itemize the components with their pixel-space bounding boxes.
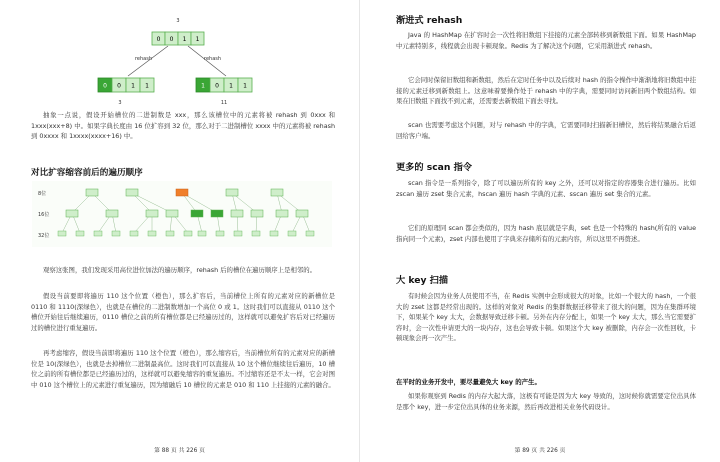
heading-more-scan: 更多的 scan 指令 [396,162,472,173]
svg-text:1: 1 [131,82,135,90]
paragraph-shrink: 再考虑缩容，假设当前即将遍历 110 这个位置（橙色），那么缩容后，当前槽位所有的元素对应的新槽位是 10(深绿色），也就是去掉槽位二进制最高位。这时我们可以直接从 10 这个槽位继续往后遍历，10 槽位之前的所有槽位都是已经遍历过的，这样就可以避免缩容的重复遍历。不过缩容还是不太一样，它会对图中 010 这个槽位上的元素进行重复遍历，因为缩融后 10 槽位的元素是 010 和 110 上挂接的元素的融合。 [31,349,335,389]
paragraph-keep-both-arrays: 它会同时保留旧数组和新数组，然后在定时任务中以及后续对 hash 的指令操作中渐渐地将旧数组中挂接的元素迁移到新数组上。这意味着要操作处于 rehash 中的字典，需要同时访问新旧两个数组结构。如果在旧数组下面找不到元素，还需要去新数组下面去寻找。 [396,76,696,106]
traversal-order-tree [32,181,332,247]
row-label-16: 16位 [38,212,50,218]
paragraph-expand: 假设当前要即将遍历 110 这个位置（橙色），那么扩容后，当前槽位上所有的元素对应的新槽位是 0110 和 1110(深绿色），也就是在槽位的二进制数增加一个高位 0 或 1。这时我们可以直接从 0110 这个槽位开始往后继续遍历，0110 槽位之前的所有槽位都是已经遍历过的，这样就可以避免扩容后对已经遍历过的槽位进行重复遍历。 [31,292,335,332]
right-page-footer: 第 89 页 共 226 页 [514,448,566,454]
left-page-footer: 第 88 页 共 226 页 [154,448,205,454]
top-slot-label: 3 [176,18,180,24]
svg-text:1: 1 [195,36,200,43]
left-new-slot-label: 3 [118,100,122,106]
svg-text:1: 1 [243,82,247,90]
right-new-slot-cells [196,78,252,92]
left-new-slot-cells [98,78,154,92]
paragraph-locate-big-key: 如果你观察到 Redis 的内存大起大落，这极有可能是因为大 key 导致的，这时候你就需要定位出具体是那个 key，进一步定位出具体的业务来源，然后再改进相关业务代码设计。 [396,392,696,411]
paragraph-big-key-problem: 有时候会因为业务人员使用不当，在 Redis 实例中会形成很大的对象，比如一个很大的 hash，一个很大的 zset 这都是经常出现的。这样的对象对 Redis 的集群数据迁移带来了很大的问题，因为在集群环境下，如果某个 key 太大，会数据导致迁移卡顿。另外在内存分配上，如果一个 key 太大，那么当它需要扩容时，会一次性申请更大的一块内存，这也会导致卡顿。如果这个大 key 被删除，内存会一次性回收，卡顿现象会再一次产生。 [396,292,696,343]
paragraph-scan-rehash: scan 也需要考虑这个问题，对与 rehash 中的字典，它需要同时扫描新旧槽位，然后将结果融合后返回给客户端。 [396,121,696,140]
paragraph-observe: 观察这张图，我们发现采用高位进位加法的遍历顺序，rehash 后的槽位在遍历顺序上是相邻的。 [43,266,317,274]
heading-progressive-rehash: 渐进式 rehash [396,15,463,26]
paragraph-abstract: 抽象一点说，假设开始槽位的二进制数是 xxx，那么该槽位中的元素将被 rehash 到 0xxx 和 1xxx(xxx+8) 中。如果字典长度由 16 位扩容到 32 位，那么对于二进制槽位 xxxx 中的元素将被 rehash 到 0xxxx 和 1xxxx(xxxx+16) 中。 [31,111,335,141]
section-heading-traversal: 对比扩容缩容前后的遍历顺序 [31,168,143,178]
heading-big-key: 大 key 扫描 [396,275,449,286]
svg-text:1: 1 [182,36,187,43]
bold-tip: 在平时的业务开发中，要尽量避免大 key 的产生。 [396,378,541,386]
svg-text:0: 0 [169,36,174,43]
svg-text:1: 1 [145,82,149,90]
row-label-32: 32位 [38,233,50,239]
top-slot-cells [152,32,204,45]
rehash-diagram [0,10,359,118]
svg-text:0: 0 [215,82,219,90]
paragraph-java-hashmap: Java 的 HashMap 在扩容时会一次性将旧数组下挂接的元素全部转移到新数组下面。如果 HashMap 中元素特别多，线程就会出现卡顿现象。Redis 为了解决这个问题，它采用渐进式 rehash。 [396,31,696,50]
svg-text:1: 1 [229,82,233,90]
right-page [360,0,720,462]
svg-text:0: 0 [117,82,121,90]
paragraph-scan-principle: 它们的原理同 scan 都会类似的，因为 hash 底层就是字典，set 也是一个特殊的 hash(所有的 value 指向同一个元素)，zset 内部也使用了字典来存储所有的元素内容，所以这里不再赘述。 [396,224,696,243]
paragraph-scan-family: scan 指令是一系列指令，除了可以遍历所有的 key 之外，还可以对指定的容器集合进行遍历。比如 zscan 遍历 zset 集合元素，hscan 遍历 hash 字典的元素、sscan 遍历 set 集合的元素。 [396,179,696,198]
svg-text:1: 1 [201,82,205,90]
rehash-right-label: rehash [204,56,222,62]
rehash-left-label: rehash [134,56,152,62]
right-new-slot-label: 11 [220,100,228,106]
svg-text:0: 0 [103,82,107,90]
svg-text:0: 0 [156,36,161,43]
row-label-8: 8位 [38,191,47,197]
